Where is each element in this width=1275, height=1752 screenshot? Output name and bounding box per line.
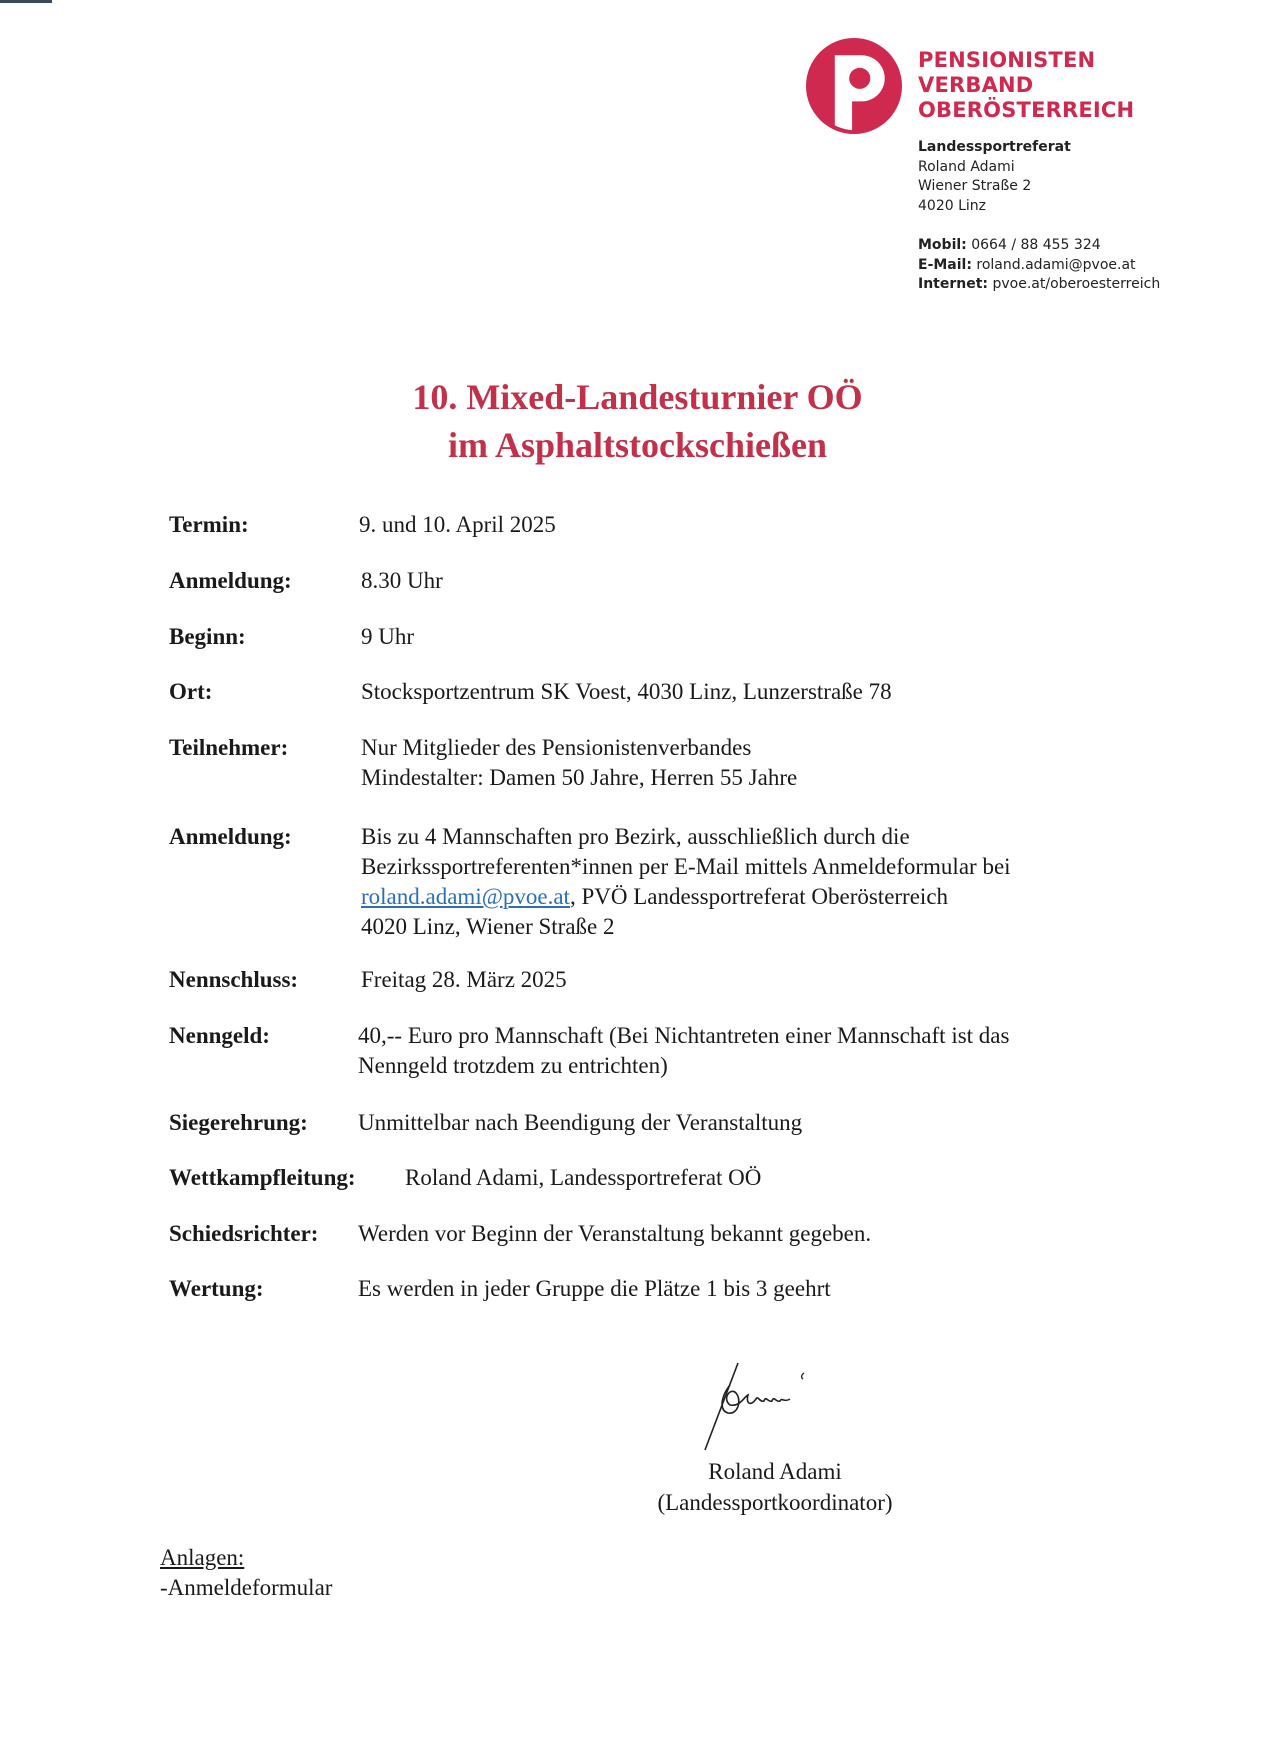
internet-value[interactable]: pvoe.at/oberoesterreich (992, 276, 1161, 292)
brand-line: VERBAND (918, 73, 1034, 97)
title-line-2: im Asphaltstockschießen (447, 425, 828, 465)
detail-label: Anmeldung: (169, 568, 292, 593)
detail-value: 4020 Linz, Wiener Straße 2 (361, 914, 615, 939)
detail-value: Werden vor Beginn der Veranstaltung bekannt gegeben. (358, 1221, 872, 1246)
title-line-1: 10. Mixed-Landesturnier OÖ (412, 377, 863, 417)
brand-line: PENSIONISTEN (918, 48, 1096, 72)
detail-value: PVÖ Landessportreferat Oberösterreich (581, 884, 949, 909)
detail-label: Termin: (169, 512, 249, 537)
detail-label: Ort: (169, 679, 213, 704)
email-line (918, 256, 1160, 276)
mobile-line (918, 236, 1160, 256)
detail-label: Nenngeld: (169, 1023, 270, 1048)
mobile-value: 0664 / 88 455 324 (971, 237, 1101, 253)
brand-name (918, 48, 1134, 123)
detail-label: Wertung: (169, 1276, 264, 1301)
detail-value: Nur Mitglieder des Pensionistenverbandes (361, 735, 752, 760)
annex-section (160, 1543, 332, 1603)
detail-label: Schiedsrichter: (169, 1221, 319, 1246)
internet-line (918, 275, 1160, 295)
email-value[interactable]: roland.adami@pvoe.at (976, 256, 1136, 273)
detail-value: Roland Adami, Landessportreferat OÖ (405, 1165, 762, 1190)
detail-value: Unmittelbar nach Beendigung der Veranstaltung (358, 1110, 803, 1135)
detail-value: Bezirkssportreferenten*innen per E-Mail mittels Anmeldeformular bei (361, 854, 1011, 879)
address-line: 4020 Linz (918, 197, 986, 214)
detail-value: Stocksportzentrum SK Voest, 4030 Linz, Lunzerstraße 78 (361, 679, 892, 704)
link-suffix: , (569, 884, 582, 909)
detail-value: Nenngeld trotzdem zu entrichten) (358, 1053, 668, 1078)
detail-label: Beginn: (169, 624, 246, 649)
detail-value: 9 Uhr (361, 624, 415, 649)
address-line: Wiener Straße 2 (918, 178, 1032, 194)
detail-label: Siegerehrung: (169, 1110, 308, 1135)
annex-item: -Anmeldeformular (160, 1575, 333, 1600)
scan-edge-mark (0, 0, 52, 3)
signer-name: Roland Adami (708, 1459, 842, 1484)
detail-value: Mindestalter: Damen 50 Jahre, Herren 55 Jahre (361, 765, 798, 790)
detail-label: Wettkampfleitung: (169, 1165, 356, 1190)
registration-email-link[interactable]: roland.adami@pvoe.at (361, 884, 570, 909)
signer-role: (Landessportkoordinator) (657, 1490, 893, 1515)
detail-value-email-line (361, 882, 948, 912)
contact-block (918, 138, 1160, 295)
detail-value: 9. und 10. April 2025 (359, 512, 556, 537)
detail-value: Freitag 28. März 2025 (361, 967, 567, 992)
detail-label: Teilnehmer: (169, 735, 289, 760)
annex-heading: Anlagen: (160, 1545, 245, 1570)
brand-line: OBERÖSTERREICH (918, 98, 1135, 122)
detail-value: Bis zu 4 Mannschaften pro Bezirk, ausschließlich durch die (361, 824, 910, 849)
department-name: Landessportreferat (918, 139, 1071, 155)
address-line: Roland Adami (918, 158, 1015, 175)
detail-label: Anmeldung: (169, 824, 292, 849)
detail-value: 8.30 Uhr (361, 568, 443, 593)
pvoe-p-logo-icon (806, 38, 902, 134)
email-label: E-Mail: (918, 256, 972, 273)
mobile-label: Mobil: (918, 237, 967, 253)
detail-label: Nennschluss: (169, 967, 299, 992)
detail-value: Es werden in jeder Gruppe die Plätze 1 bis 3 geehrt (358, 1276, 831, 1301)
internet-label: Internet: (918, 276, 989, 292)
detail-value: 40,-- Euro pro Mannschaft (Bei Nichtantreten einer Mannschaft ist das (358, 1023, 1010, 1048)
handwritten-signature-icon (700, 1355, 840, 1455)
document-title (0, 373, 1275, 469)
